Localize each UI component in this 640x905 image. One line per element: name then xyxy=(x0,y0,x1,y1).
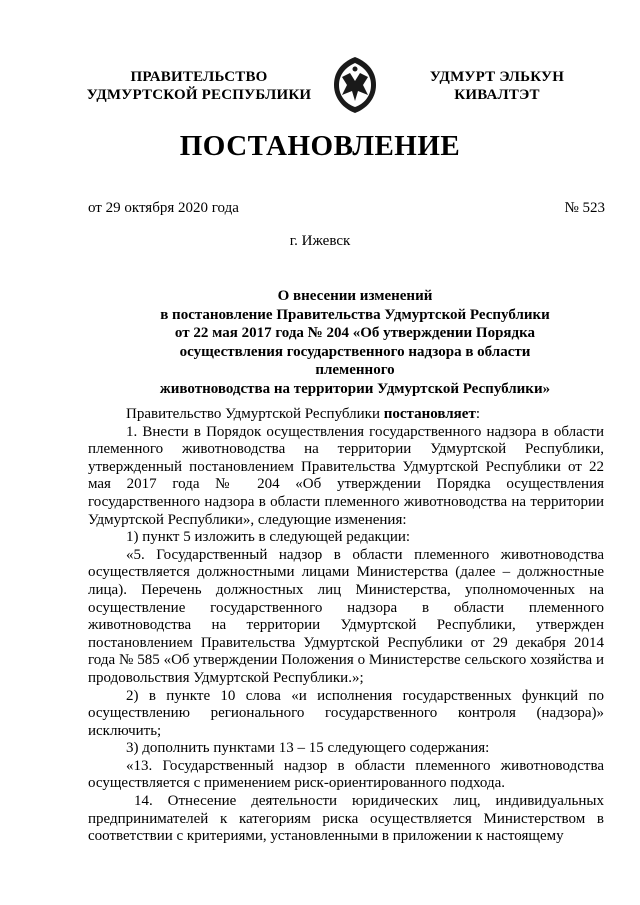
paragraph-7: 14. Отнесение деятельности юридических лиц, индивидуальных предпринимателей к категориям риска осуществляется Министерством в соответствии с критериями, установленными в приложении к настоящему xyxy=(88,793,604,845)
paragraph-5: 3) дополнить пунктами 13 – 15 следующего содержания: xyxy=(126,740,490,757)
issuer-ru-line1: ПРАВИТЕЛЬСТВО xyxy=(130,69,268,85)
issuer-udm-line1: УДМУРТ ЭЛЬКУН xyxy=(429,69,565,85)
intro-text: Правительство Удмуртской Республики xyxy=(126,406,384,422)
intro-paragraph xyxy=(88,406,604,424)
subject-line: осуществления государственного надзора в области племенного xyxy=(179,343,531,378)
document-body xyxy=(88,406,604,846)
paragraph-1: 1. Внести в Порядок осуществления государственного надзора в области племенного животноводства на территории Удмуртской Республики, утвержденный постановлением Правительства Удмуртской Республики от 22 мая 2017 года № 204 «Об утверждении Порядка осуществления государственного надзора в области племенного животноводства на территории Удмуртской Республики», следующие изменения: xyxy=(88,423,604,528)
coat-of-arms-emblem-icon xyxy=(330,55,380,115)
issuer-ru-line2: УДМУРТСКОЙ РЕСПУБЛИКИ xyxy=(86,87,312,103)
document-city: г. Ижевск xyxy=(289,233,351,249)
issuer-udm-line2: КИВАЛТЭТ xyxy=(454,87,540,103)
document-date: от 29 октября 2020 года xyxy=(88,200,239,216)
subject-line: в постановление Правительства Удмуртской Республики xyxy=(160,306,550,323)
subject-line: животноводства на территории Удмуртской Республики» xyxy=(159,380,551,397)
intro-colon: : xyxy=(475,406,480,422)
intro-keyword: постановляет xyxy=(383,406,476,422)
document-subject xyxy=(140,287,570,398)
paragraph-2: 1) пункт 5 изложить в следующей редакции: xyxy=(126,529,411,546)
document-number: № 523 xyxy=(564,200,605,216)
issuer-ru xyxy=(82,68,316,104)
subject-line: от 22 мая 2017 года № 204 «Об утверждении Порядка xyxy=(174,325,536,341)
paragraph-3: «5. Государственный надзор в области племенного животноводства осуществляется должностными лицами Министерства (далее – должностные лица). Перечень должностных лиц Министерства, уполномоченных на осуществление государственного надзора в области племенного животноводства на территории Удмуртской Республики, утвержден постановлением Правительства Удмуртской Республики от 29 декабря 2014 года № 585 «Об утверждении Положения о Министерстве сельского хозяйства и продовольствия Удмуртской Республики.»; xyxy=(88,546,604,686)
subject-line: О внесении изменений xyxy=(277,288,433,304)
paragraph-4: 2) в пункте 10 слова «и исполнения государственных функций по осуществлению регионального государственного контроля (надзора)» исключить; xyxy=(88,687,604,739)
document-title: ПОСТАНОВЛЕНИЕ xyxy=(179,130,461,162)
issuer-udm xyxy=(414,68,580,104)
paragraph-6: «13. Государственный надзор в области племенного животноводства осуществляется с применением риск-ориентированного подхода. xyxy=(88,757,604,792)
